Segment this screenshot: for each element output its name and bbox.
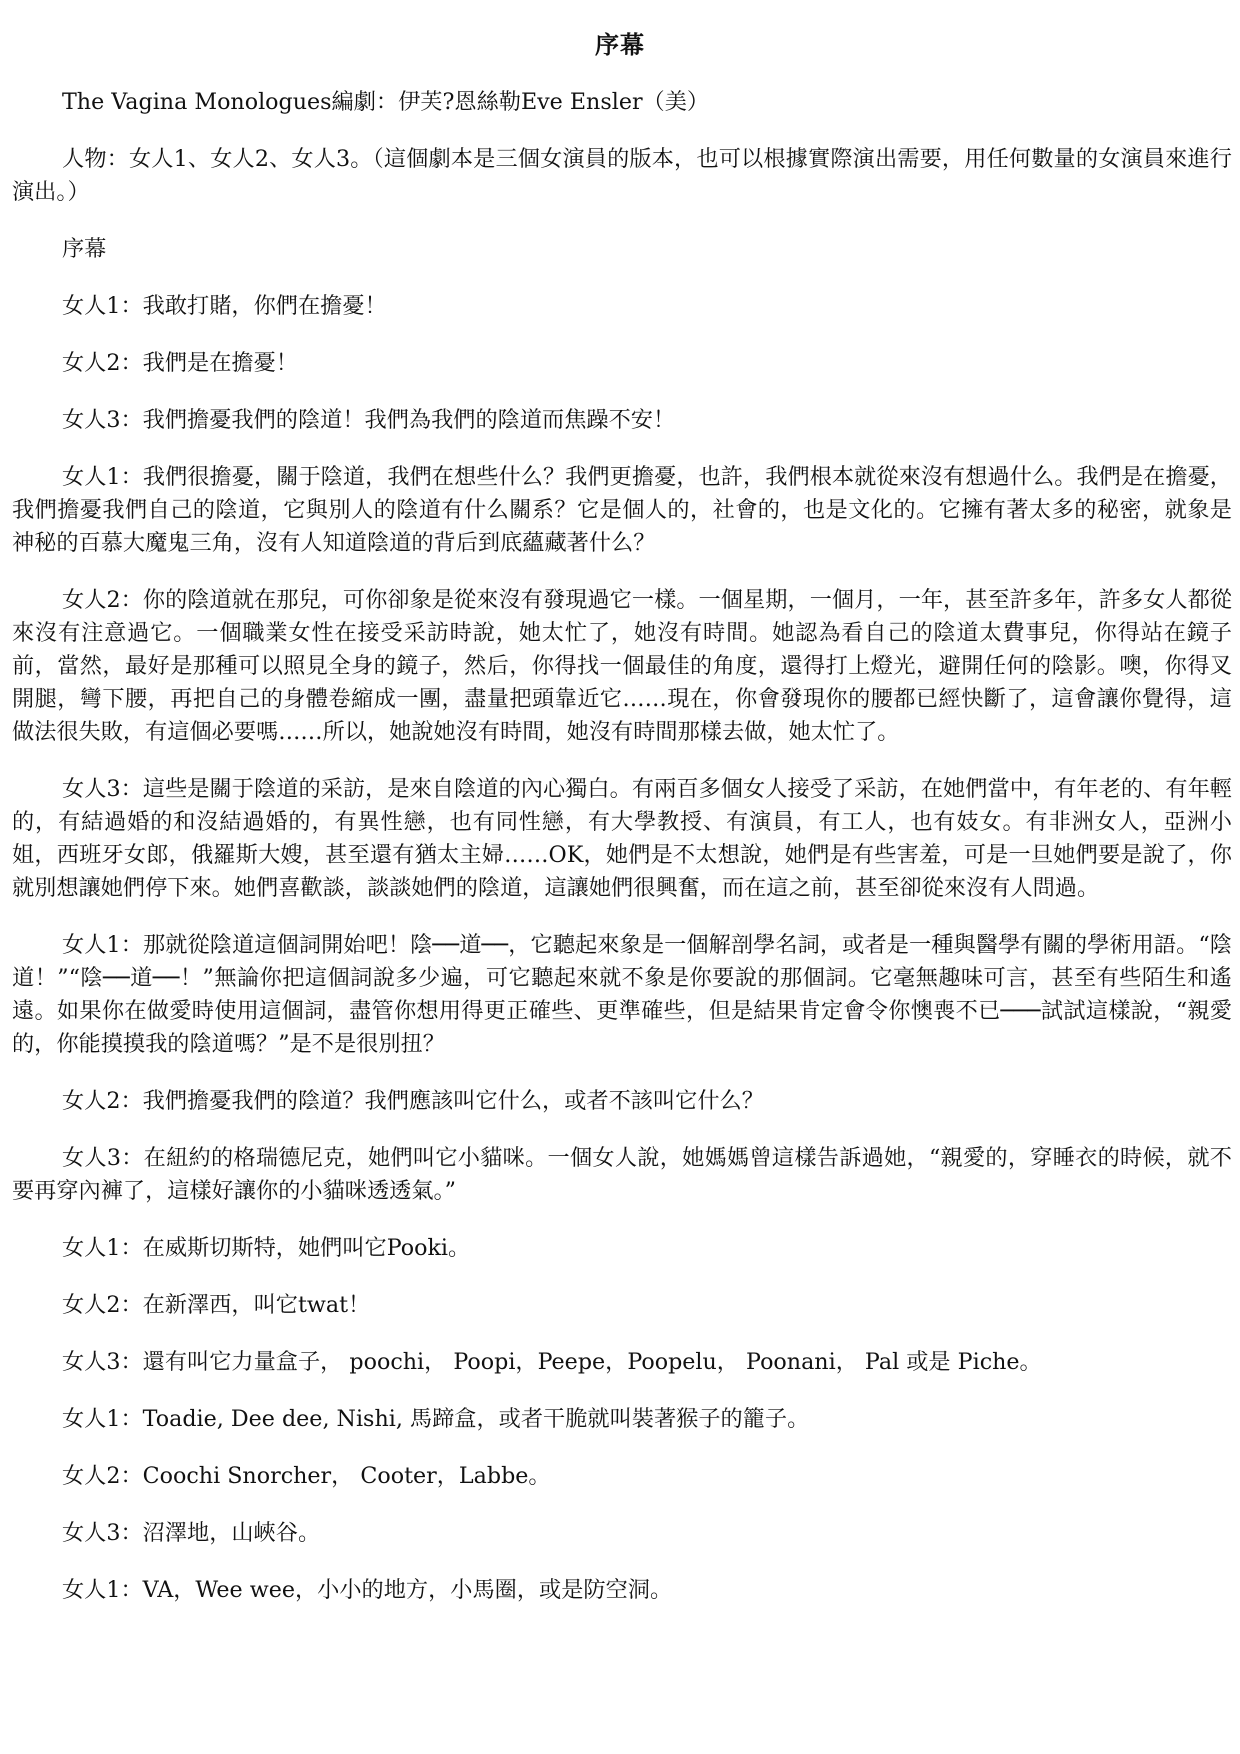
dialogue-paragraph: 女人3：我們擔憂我們的陰道！我們為我們的陰道而焦躁不安！ <box>62 407 676 433</box>
dialogue-paragraph: 女人2：在新澤西，叫它twat！ <box>62 1292 371 1318</box>
dialogue-paragraph: 女人1：Toadie, Dee dee, Nishi, 馬蹄盒，或者干脆就叫裝著猴子的籠子。 <box>62 1406 810 1432</box>
dialogue-paragraph: 女人2：我們擔憂我們的陰道？我們應該叫它什么，或者不該叫它什么？ <box>62 1088 764 1114</box>
dialogue-paragraph: 女人2：我們是在擔憂！ <box>62 350 298 376</box>
document-body <box>12 86 1232 1631</box>
dialogue-paragraph: 女人3：還有叫它力量盒子， poochi， Poopi，Peepe，Poopelu， Poonani， Pal 或是 Piche。 <box>62 1349 1042 1375</box>
page-title: 序幕 <box>595 31 645 59</box>
dialogue-paragraph: 女人2：你的陰道就在那兒，可你卻象是從來沒有發現過它一樣。一個星期，一個月，一年，甚至許多年，許多女人都從來沒有注意過它。一個職業女性在接受采訪時說，她太忙了，她沒有時間。她認為看自己的陰道太費事兒，你得站在鏡子前，當然，最好是那種可以照見全身的鏡子，然后，你得找一個最佳的角度，還得打上燈光，避開任何的陰影。噢，你得叉開腿，彎下腰，再把自己的身體卷縮成一團，盡量把頭靠近它……現在，你會發現你的腰都已經快斷了，這會讓你覺得，這做法很失敗，有這個必要嗎……所以，她說她沒有時間，她沒有時間那樣去做，她太忙了。 <box>12 587 1232 745</box>
dialogue-paragraph: 女人3：這些是關于陰道的采訪，是來自陰道的內心獨白。有兩百多個女人接受了采訪，在她們當中，有年老的、有年輕的，有結過婚的和沒結過婚的，有異性戀，也有同性戀，有大學教授、有演員，有工人，也有妓女。有非洲女人，亞洲小姐，西班牙女郎，俄羅斯大嫂，甚至還有猶太主婦……OK，她們是不太想說，她們是有些害羞，可是一旦她們要是說了，你就別想讓她們停下來。她們喜歡談，談談她們的陰道，這讓她們很興奮，而在這之前，甚至卻從來沒有人問過。 <box>12 776 1232 901</box>
characters-paragraph: 人物：女人1、女人2、女人3。（這個劇本是三個女演員的版本，也可以根據實際演出需要，用任何數量的女演員來進行演出。） <box>12 146 1232 205</box>
dialogue-paragraph: 女人1：那就從陰道這個詞開始吧！陰──道──，它聽起來象是一個解剖學名詞，或者是一種與醫學有關的學術用語。“陰道！”“陰──道──！”無論你把這個詞說多少遍，可它聽起來就不象是你要說的那個詞。它毫無趣味可言，甚至有些陌生和遙遠。如果你在做愛時使用這個詞，盡管你想用得更正確些、更準確些，但是結果肯定會令你懊喪不已───試試這樣說，“親愛的，你能摸摸我的陰道嗎？”是不是很別扭？ <box>12 932 1232 1057</box>
dialogue-paragraph: 女人1：VA，Wee wee，小小的地方，小馬圈，或是防空洞。 <box>62 1577 673 1603</box>
dialogue-paragraph: 女人1：我們很擔憂，關于陰道，我們在想些什么？我們更擔憂，也許，我們根本就從來沒有想過什么。我們是在擔憂，我們擔憂我們自己的陰道，它與別人的陰道有什么關系？它是個人的，社會的，也是文化的。它擁有著太多的秘密，就象是神秘的百慕大魔鬼三角，沒有人知道陰道的背后到底蘊藏著什么？ <box>12 464 1232 556</box>
section-heading-paragraph: 序幕 <box>62 236 107 262</box>
dialogue-paragraph: 女人3：在紐約的格瑞德尼克，她們叫它小貓咪。一個女人說，她媽媽曾這樣告訴過她，“親愛的，穿睡衣的時候，就不要再穿內褲了，這樣好讓你的小貓咪透透氣。” <box>12 1145 1232 1204</box>
dialogue-paragraph: 女人1：在威斯切斯特，她們叫它Pooki。 <box>62 1235 471 1261</box>
dialogue-paragraph: 女人2：Coochi Snorcher， Cooter，Labbe。 <box>62 1463 551 1489</box>
dialogue-paragraph: 女人3：沼澤地，山峽谷。 <box>62 1520 321 1546</box>
dialogue-paragraph: 女人1：我敢打賭，你們在擔憂！ <box>62 293 387 319</box>
attribution-paragraph: The Vagina Monologues編劇：伊芙?恩絲勒Eve Ensler（美） <box>62 89 710 115</box>
